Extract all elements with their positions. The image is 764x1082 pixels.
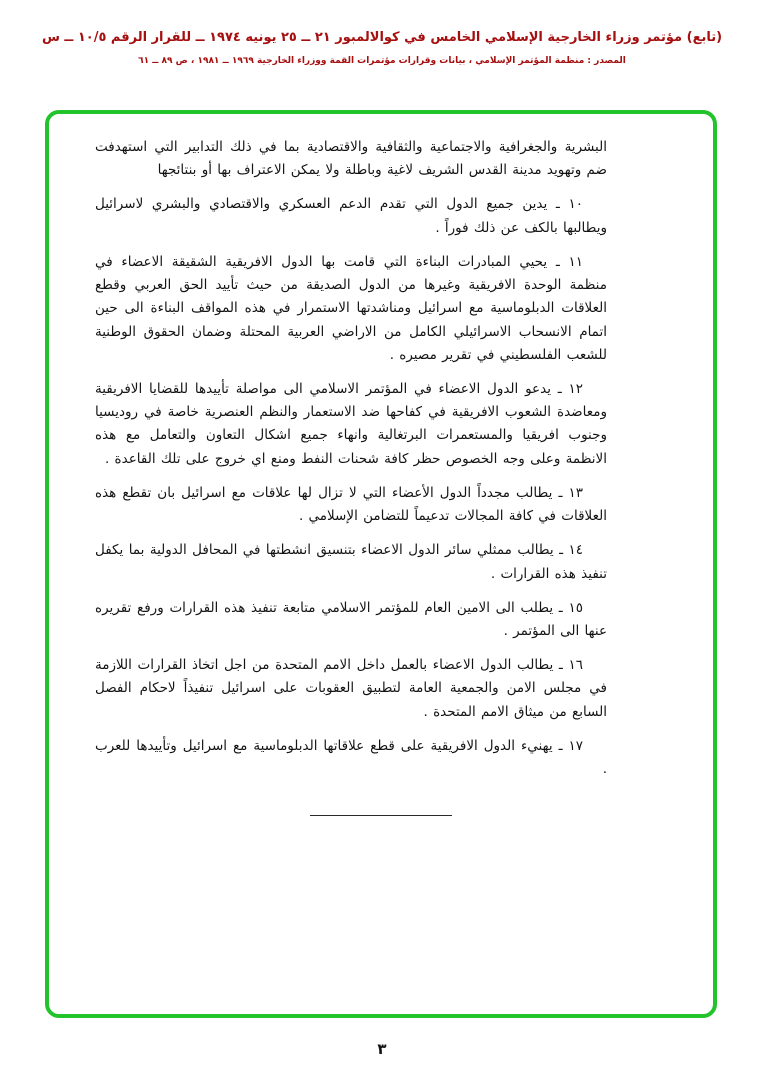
page-number: ٣ xyxy=(377,1040,387,1058)
paragraph: ١٥ ـ يطلب الى الامين العام للمؤتمر الاسلامي متابعة تنفيذ هذه القرارات ورفع تقريره عنها الى المؤتمر . xyxy=(95,599,607,639)
paragraph: ١٦ ـ يطالب الدول الاعضاء بالعمل داخل الامم المتحدة من اجل اتخاذ القرارات اللازمة في مجلس الامن والجمعية العامة لتطبيق العقوبات على اسرائيل تنفيذاً لاحكام الفصل السابع من ميثاق الامم المتحدة . xyxy=(95,657,607,720)
paragraph: ١٢ ـ يدعو الدول الاعضاء في المؤتمر الاسلامي الى مواصلة تأييدها للقضايا الافريقية ومعاضدة الشعوب الافريقية في كفاحها ضد الاستعمار والنظم العنصرية خاصة في روديسيا وجنوب افريقيا والمستعمرات البرتغالية وانهاء جميع اشكال التعاون والتعامل مع هذه الانظمة وعلى وجه الخصوص حظر كافة شحنات النفط ومنع اي خروج على تلك القاعدة . xyxy=(95,380,607,467)
content-frame xyxy=(45,110,717,1018)
paragraph: ١٠ ـ يدين جميع الدول التي تقدم الدعم العسكري والاقتصادي والبشري لاسرائيل ويطالبها بالكف عن ذلك فوراً . xyxy=(95,196,607,236)
paragraph: ١١ ـ يحيي المبادرات البناءة التي قامت بها الدول الافريقية الشقيقة الاعضاء في منظمة الوحدة الافريقية وغيرها من الدول الصديقة من حيث تأييد الحق العربي وقطع العلاقات الدبلوماسية مع اسرائيل ومناشدتها الاستمرار في هذه المواقف البناءة الى حين اتمام الانسحاب الاسرائيلي الكامل من الاراضي العربية المحتلة وضمان الحقوق الوطنية للشعب الفلسطيني في تقرير مصيره . xyxy=(95,253,607,363)
closing-rule xyxy=(310,815,452,816)
header-title: (تابع) مؤتمر وزراء الخارجية الإسلامي الخامس في كوالالمبور ٢١ ــ ٢٥ يونيه ١٩٧٤ ــ للقرار الرقم ١٠/٥ ــ س xyxy=(41,30,723,45)
page-header xyxy=(0,28,764,67)
paragraph: ١٣ ـ يطالب مجدداً الدول الأعضاء التي لا تزال لها علاقات مع اسرائيل بان تقطع هذه العلاقات في كافة المجالات تدعيماً للتضامن الإسلامي . xyxy=(95,484,607,525)
paragraph: البشرية والجغرافية والاجتماعية والثقافية والاقتصادية بما في ذلك التدابير التي استهدفت ضم وتهويد مدينة القدس الشريف لاغية وباطلة ولا يمكن الاعتراف بها أو بنتائجها xyxy=(95,139,607,179)
header-source: المصدر : منظمة المؤتمر الإسلامي ، بيانات وقرارات مؤتمرات القمة ووزراء الخارجية ١٩٦٩ ــ ١٩٨١ ، ص ٨٩ ــ ٦١ xyxy=(138,55,626,66)
paragraph: ١٧ ـ يهنيء الدول الافريقية على قطع علاقاتها الدبلوماسية مع اسرائيل وتأييدها للعرب . xyxy=(95,737,607,778)
document-body xyxy=(49,114,713,781)
paragraph: ١٤ ـ يطالب ممثلي سائر الدول الاعضاء بتنسيق انشطتها في المحافل الدولية بما يكفل تنفيذ هذه القرارات . xyxy=(95,542,607,582)
